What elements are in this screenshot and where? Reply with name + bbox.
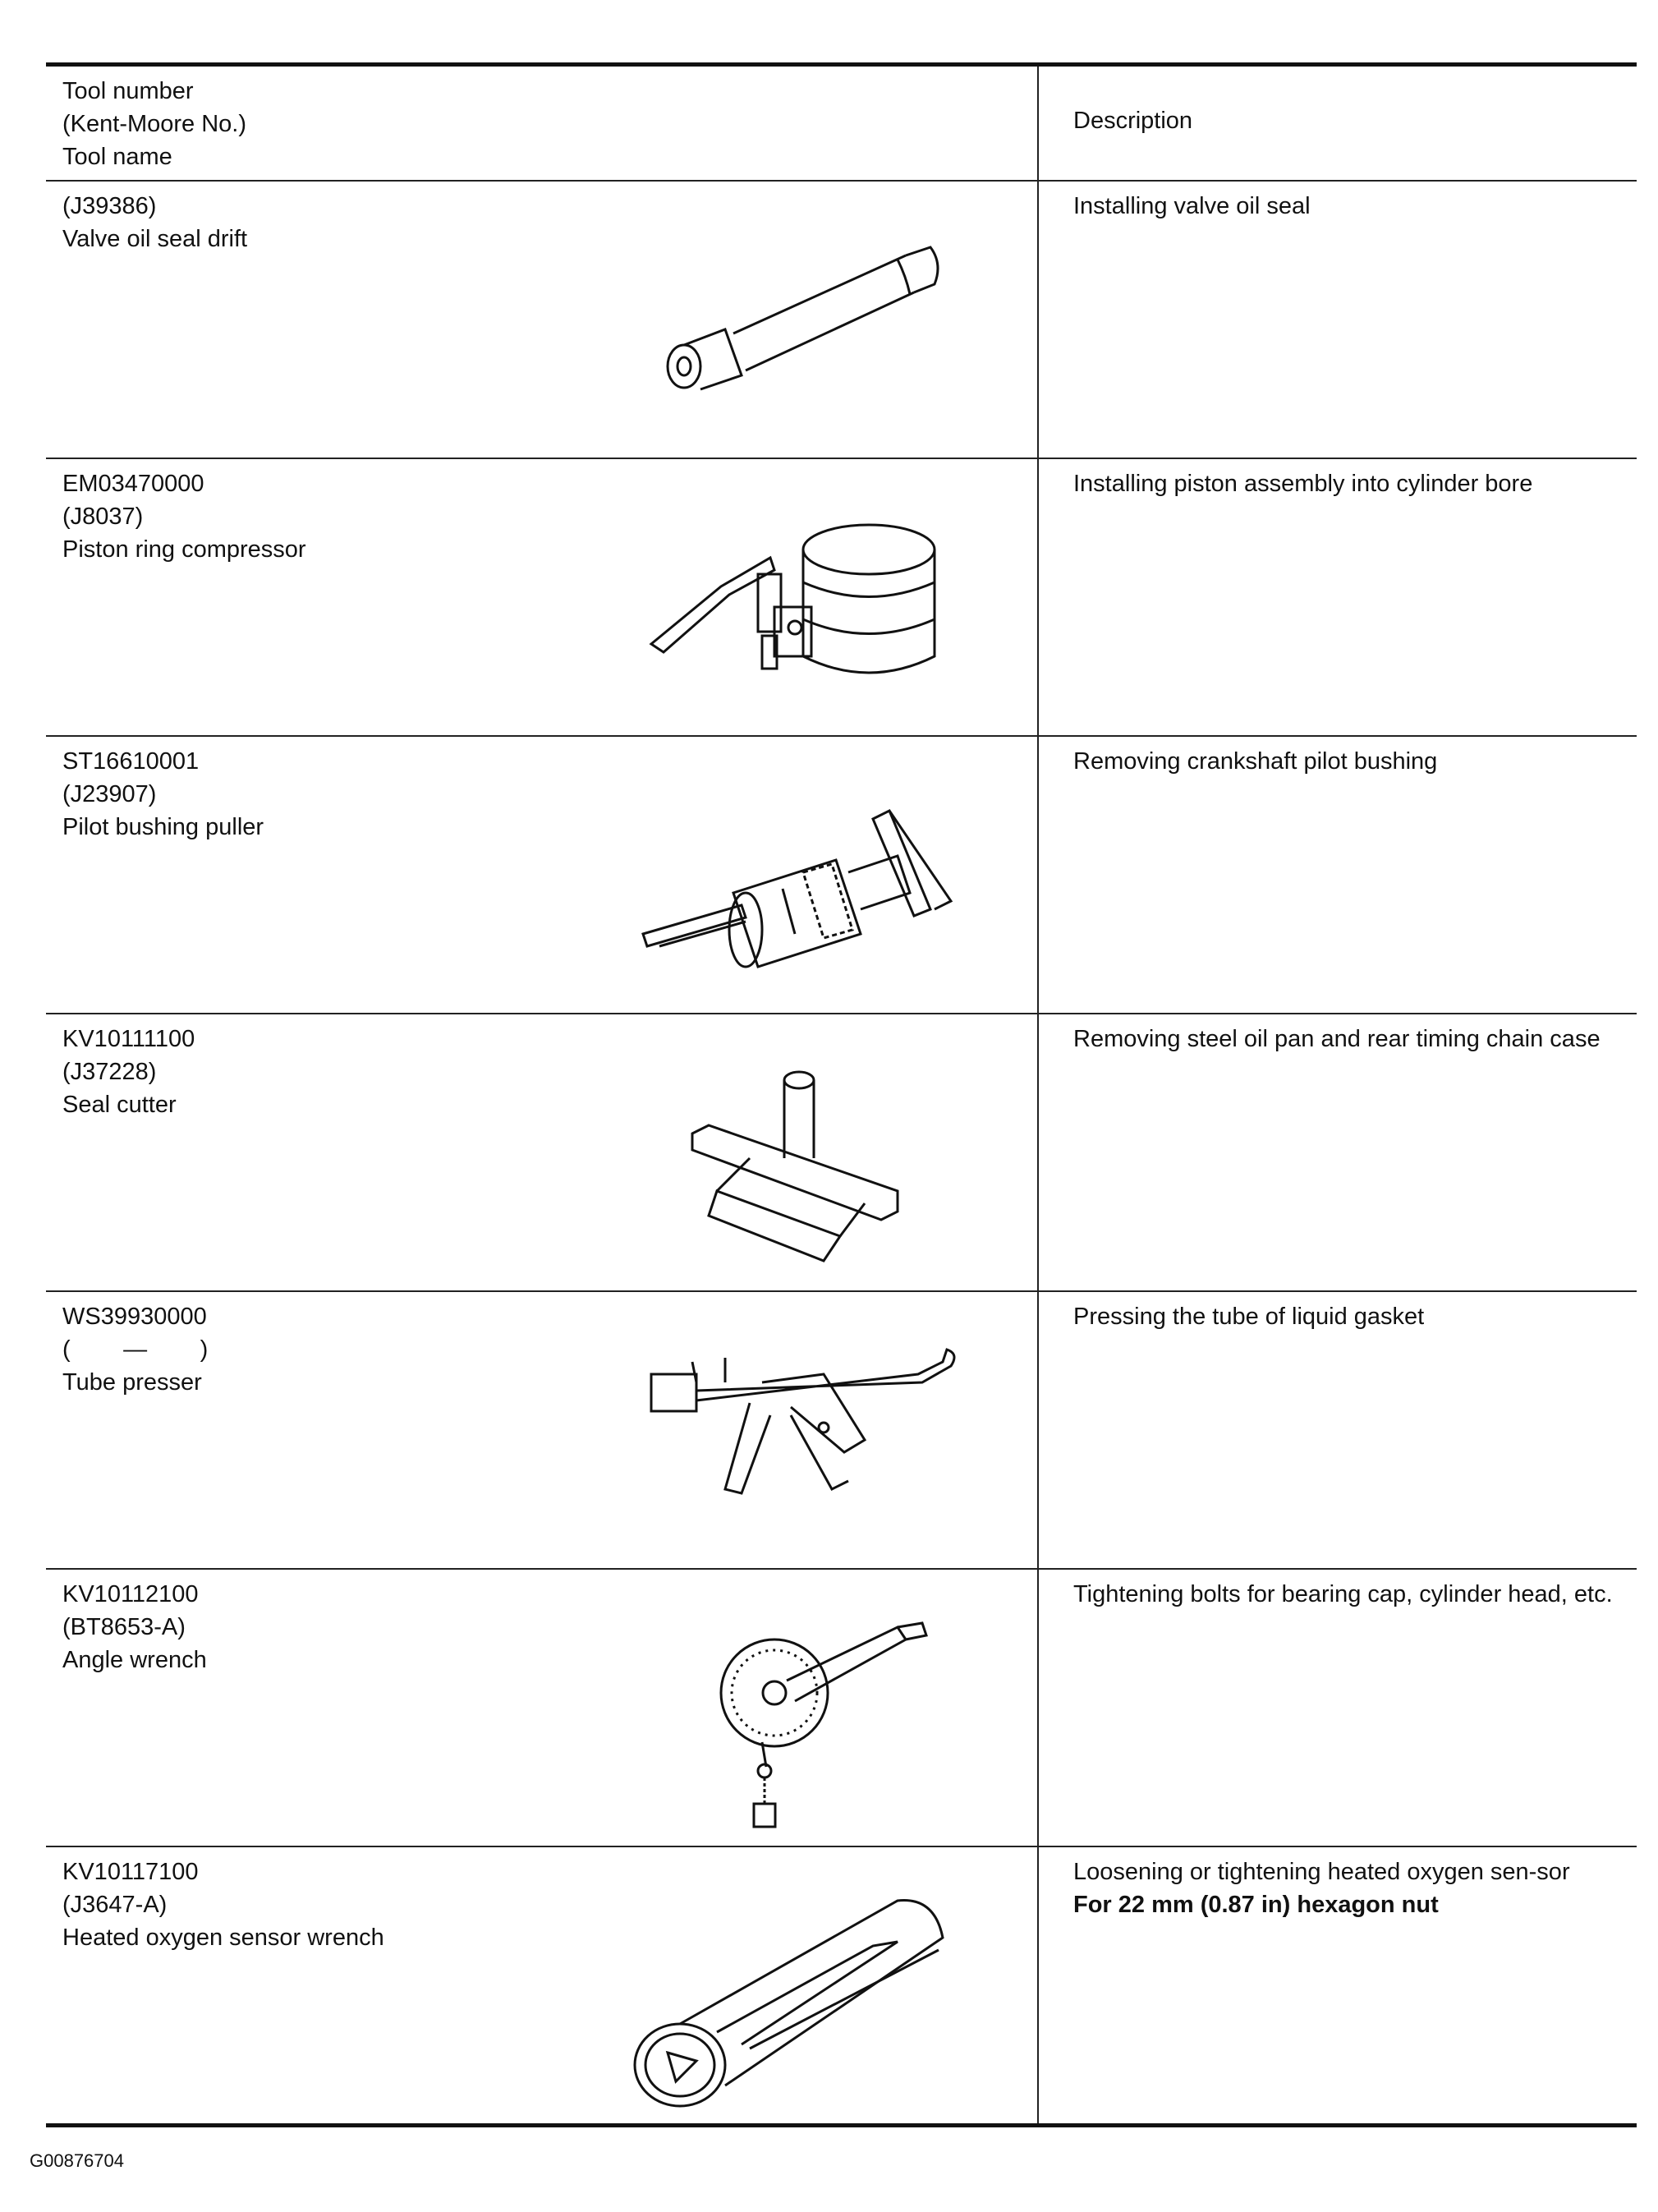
angle-wrench-illustration [627, 1603, 971, 1833]
tool-description-text: Loosening or tightening heated oxygen sen-sor [1073, 1859, 1570, 1885]
tool-number: KV10111100 [62, 1026, 195, 1052]
tool-description [1073, 1856, 1615, 1921]
tool-name: Heated oxygen sensor wrench [62, 1925, 384, 1951]
piston-ring-compressor-illustration [627, 492, 971, 722]
header-tool-name: Tool name [62, 144, 172, 170]
tool-name: Angle wrench [62, 1647, 207, 1673]
header-tool-number: Tool number [62, 78, 194, 104]
tool-name: Valve oil seal drift [62, 226, 248, 252]
header-description: Description [1073, 108, 1193, 134]
tool-kent-number: (J3647-A) [62, 1892, 168, 1918]
special-tools-table [46, 62, 1637, 2127]
tool-kent-number: (BT8653-A) [62, 1614, 186, 1640]
tool-name: Seal cutter [62, 1092, 177, 1118]
tool-kent-number: (J39386) [62, 193, 157, 219]
table-row [46, 1013, 1637, 1290]
heated-oxygen-sensor-wrench-illustration [627, 1880, 971, 2110]
table-row [46, 735, 1637, 1013]
pilot-bushing-puller-illustration [627, 770, 971, 1000]
tool-description: Removing steel oil pan and rear timing chain case [1073, 1026, 1601, 1052]
tool-description: Installing piston assembly into cylinder bore [1073, 471, 1533, 497]
tool-kent-number: (J8037) [62, 504, 144, 530]
tool-description-bold-note: For 22 mm (0.87 in) hexagon nut [1073, 1892, 1439, 1918]
tool-name: Piston ring compressor [62, 536, 306, 563]
tool-description: Removing crankshaft pilot bushing [1073, 748, 1438, 775]
seal-cutter-illustration [627, 1047, 971, 1277]
tool-kent-number: (J37228) [62, 1059, 157, 1085]
tube-presser-illustration [627, 1325, 971, 1555]
tool-number: EM03470000 [62, 471, 204, 497]
table-row [46, 180, 1637, 458]
table-row [46, 1568, 1637, 1846]
figure-code: G00876704 [30, 2150, 124, 2171]
header-kent-moore-no: (Kent-Moore No.) [62, 111, 247, 137]
tool-number: ST16610001 [62, 748, 200, 775]
tool-kent-number: ( — ) [62, 1336, 209, 1363]
tool-description: Installing valve oil seal [1073, 193, 1311, 219]
table-row [46, 1290, 1637, 1568]
tool-description: Pressing the tube of liquid gasket [1073, 1304, 1425, 1330]
tool-name: Tube presser [62, 1369, 202, 1396]
tool-number: WS39930000 [62, 1304, 207, 1330]
tool-number: KV10117100 [62, 1859, 199, 1885]
table-row [46, 458, 1637, 735]
tool-description: Tightening bolts for bearing cap, cylinder head, etc. [1073, 1581, 1613, 1607]
tool-number: KV10112100 [62, 1581, 199, 1607]
table-row [46, 1846, 1637, 2123]
tool-kent-number: (J23907) [62, 781, 157, 807]
table-header-row [46, 67, 1637, 180]
tool-name: Pilot bushing puller [62, 814, 264, 840]
valve-oil-seal-drift-illustration [627, 214, 971, 444]
